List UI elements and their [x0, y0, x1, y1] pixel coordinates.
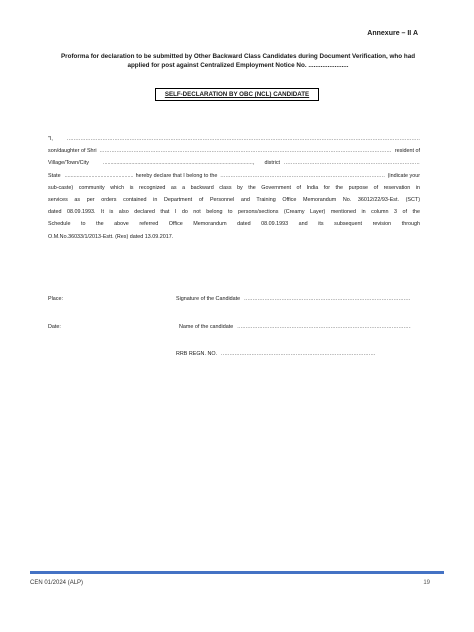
declaration-line-5: sub-caste) community which is recognized as a backward class by the Government of India for the purpose of reservation in — [48, 184, 420, 191]
belong-text: hereby declare that I belong to the — [135, 172, 218, 179]
proforma-line-2: applied for post against Centralized Employment Notice No. ....................... — [127, 62, 349, 69]
date-label: Date: — [48, 324, 61, 330]
parent-label: son/daughter of Shri — [48, 148, 97, 155]
candidate-name-row — [179, 324, 411, 330]
state-blank — [65, 170, 133, 182]
declaration-line-6: services as per orders contained in Department of Personnel and Training Office Memorandum No. 36012/22/93-Est. (SCT) — [48, 197, 420, 204]
parent-name-blank — [100, 145, 391, 157]
candidate-name-blank — [67, 133, 420, 145]
declaration-line-village — [48, 157, 420, 169]
village-label: Village/Town/City — [48, 160, 89, 167]
resident-label: resident of — [394, 148, 420, 155]
page-number: 19 — [423, 580, 430, 586]
annexure-label: Annexure – II A — [367, 30, 418, 37]
signature-row — [176, 296, 410, 302]
indicate-text: (indicate your — [387, 172, 420, 179]
proforma-line-1: Proforma for declaration to be submitted by Other Backward Class Candidates during Document Verification, who had — [60, 53, 416, 60]
district-label: district — [264, 160, 281, 167]
declaration-line-9: O.M.No.36033/1/2013-Estt. (Res) dated 13.09.2017. — [48, 233, 174, 240]
declaration-line-state — [48, 170, 420, 182]
caste-blank — [220, 170, 384, 182]
state-label: State — [48, 172, 61, 179]
declaration-line-7: dated 08.09.1993. It is also declared that I do not belong to persons/sections (Creamy Layer) mentioned in column 3 of the — [48, 209, 420, 216]
village-blank — [103, 157, 253, 169]
village-comma: , — [252, 160, 255, 167]
district-blank — [284, 157, 420, 169]
regn-row — [176, 351, 376, 357]
place-label: Place: — [48, 296, 63, 302]
declaration-line-parent — [48, 145, 420, 157]
signature-label: Signature of the Candidate — [176, 296, 241, 302]
declaration-heading: SELF-DECLARATION BY OBC (NCL) CANDIDATE — [155, 88, 319, 101]
candidate-name-sign-blank — [237, 324, 411, 330]
declaration-body — [48, 133, 420, 243]
candidate-name-label: Name of the candidate — [179, 324, 234, 330]
declaration-i-label: "I, — [48, 136, 53, 142]
proforma-title — [48, 52, 428, 70]
regn-blank — [221, 351, 376, 357]
footer-notice-number: CEN 01/2024 (ALP) — [30, 580, 84, 586]
declaration-line-name — [48, 133, 420, 145]
regn-label: RRB REGN. NO. — [176, 351, 218, 357]
signature-blank — [244, 296, 410, 302]
declaration-line-8: Schedule to the above referred Office Memorandum dated 08.09.1993 and its subsequent revision through — [48, 221, 420, 228]
footer-divider — [30, 571, 444, 574]
